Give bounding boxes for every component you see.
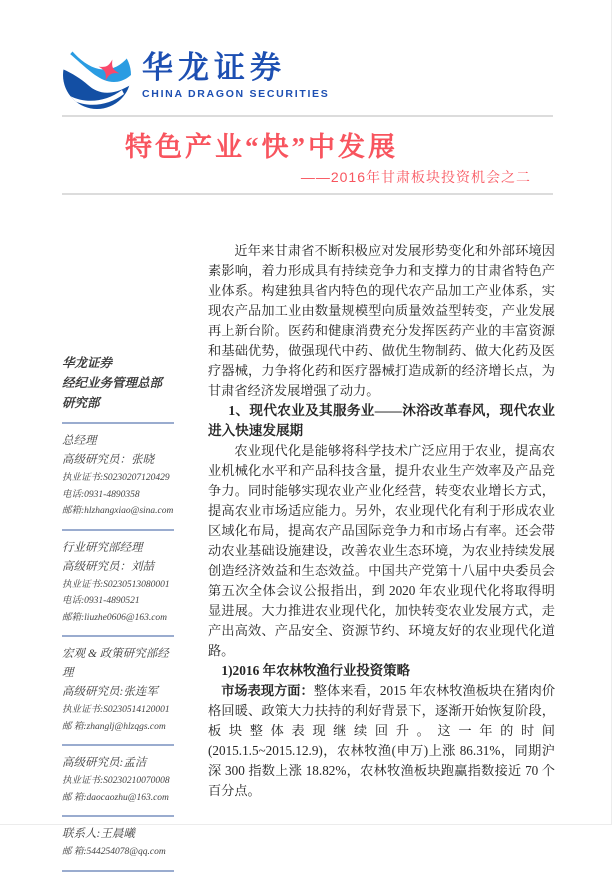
analyst-license: 执业证书:S0230513080001 xyxy=(62,579,170,590)
analyst-email: 邮箱:hlzhangxiao@sina.com xyxy=(62,506,174,516)
analyst-section xyxy=(62,432,174,520)
dragon-globe-icon xyxy=(62,40,132,110)
sidebar-divider xyxy=(62,635,174,637)
sidebar-org-research: 研究部 xyxy=(62,396,100,410)
brand-wordmark xyxy=(142,40,329,100)
brand-name-en: CHINA DRAGON SECURITIES xyxy=(142,87,330,100)
market-performance-text: 整体来看，2015 年农林牧渔板块在猪肉价格回暖、政策大力扶持的利好背景下，逐渐开始恢复阶段，板块整体表现继续回升。这一年的时间(2015.1.5~2015.12.9)，农林牧渔(申万)上涨 86.31%，同期沪深 300 指数上涨 18.82%，农林牧渔板块跑赢指数接近 70 个百分点。 xyxy=(208,683,556,798)
section-heading-agriculture: 1、现代农业及其服务业——沐浴改革春风，现代农业进入快速发展期 xyxy=(208,403,555,438)
market-performance-lead: 市场表现方面： xyxy=(221,683,314,698)
analyst-sidebar xyxy=(62,195,174,880)
analyst-section xyxy=(62,754,174,806)
analyst-name: 高级研究员：刘喆 xyxy=(62,560,154,573)
analyst-email: 邮 箱:zhanglj@hlzqgs.com xyxy=(62,721,166,732)
analyst-phone: 电话:0931-4890358 xyxy=(62,489,140,500)
contact-email: 邮 箱:544254078@qq.com xyxy=(62,847,166,857)
sidebar-divider xyxy=(62,744,174,746)
sidebar-divider xyxy=(62,529,174,531)
intro-paragraph: 近年来甘肃省不断积极应对发展形势变化和外部环境因素影响，着力形成具有持续竞争力和支撑力的甘肃省特色产业体系。构建独具省内特色的现代农产品加工产业体系，实现农产品加工业由数量规模型向质量效益型转变，产业发展再上新台阶。医药和健康消费充分发挥医药产业的丰富资源和基础优势，做强现代中药、做优生物制药、做大化药及医疗器械，力争将化药和医疗器械打造成新的经济增长点，为甘肃省经济发展增强了动力。 xyxy=(208,243,555,398)
analyst-role: 总经理 xyxy=(62,435,97,447)
sidebar-divider xyxy=(62,870,174,872)
sidebar-org-dept: 经纪业务管理总部 xyxy=(62,376,163,390)
subsection-heading-strategy: 1)2016 年农林牧渔行业投资策略 xyxy=(221,663,410,678)
report-subtitle: ——2016年甘肃板块投资机会之二 xyxy=(300,169,531,185)
content-area xyxy=(0,195,611,880)
analyst-role: 行业研究部经理 xyxy=(62,541,143,554)
brand-logo xyxy=(62,40,553,110)
report-header xyxy=(0,0,611,195)
market-performance-paragraph xyxy=(208,681,555,801)
analyst-role: 宏观 & 政策研究部经理 xyxy=(62,648,169,679)
analyst-email: 邮箱:liuzhe0606@163.com xyxy=(62,612,168,623)
analyst-name: 高级研究员:张连军 xyxy=(62,686,158,698)
analyst-phone: 电话:0931-4890521 xyxy=(62,596,140,606)
analyst-name: 高级研究员：张晓 xyxy=(62,454,154,466)
report-body xyxy=(174,195,555,880)
analyst-license: 执业证书:S0230514120001 xyxy=(62,705,170,715)
analyst-license: 执业证书:S0230207120429 xyxy=(62,473,170,483)
report-title: 特色产业“快”中发展 xyxy=(125,132,398,162)
contact-name: 联系人:王晨曦 xyxy=(62,828,135,840)
agriculture-paragraph: 农业现代化是能够将科学技术广泛应用于农业，提高农业机械化水平和产品科技含量，提升农业生产效率及产品竞争力。同时能够实现农业产业化经营，转变农业增长方式，提高农业市场适应能力。另外，农业现代化有利于形成农业区域化布局，提高农产品国际竞争力和市场占有率。还会带动农业基础设施建设，改善农业生态环境，为农业持续发展创造经济效益和生态效益。中国共产党第十八届中央委员会第五次全体会议公报指出，到 2020 年农业现代化将取得明显进展。大力推进农业现代化，加快转变农业发展方式，走产出高效、产品安全、资源节约、环境友好的农业现代化道路。 xyxy=(208,443,555,658)
contact-section xyxy=(62,825,174,861)
analyst-license: 执业证书:S0230210070008 xyxy=(62,776,170,786)
sidebar-org-name: 华龙证券 xyxy=(62,356,113,370)
analyst-name: 高级研究员:孟洁 xyxy=(62,757,147,769)
brand-name-cn: 华龙证券 xyxy=(142,50,286,85)
sidebar-divider xyxy=(62,815,174,817)
analyst-section xyxy=(62,539,174,627)
analyst-section xyxy=(62,645,174,735)
header-divider-top xyxy=(62,115,553,117)
analyst-email: 邮 箱:daocaozhu@163.com xyxy=(62,792,169,803)
sidebar-divider xyxy=(62,422,174,424)
